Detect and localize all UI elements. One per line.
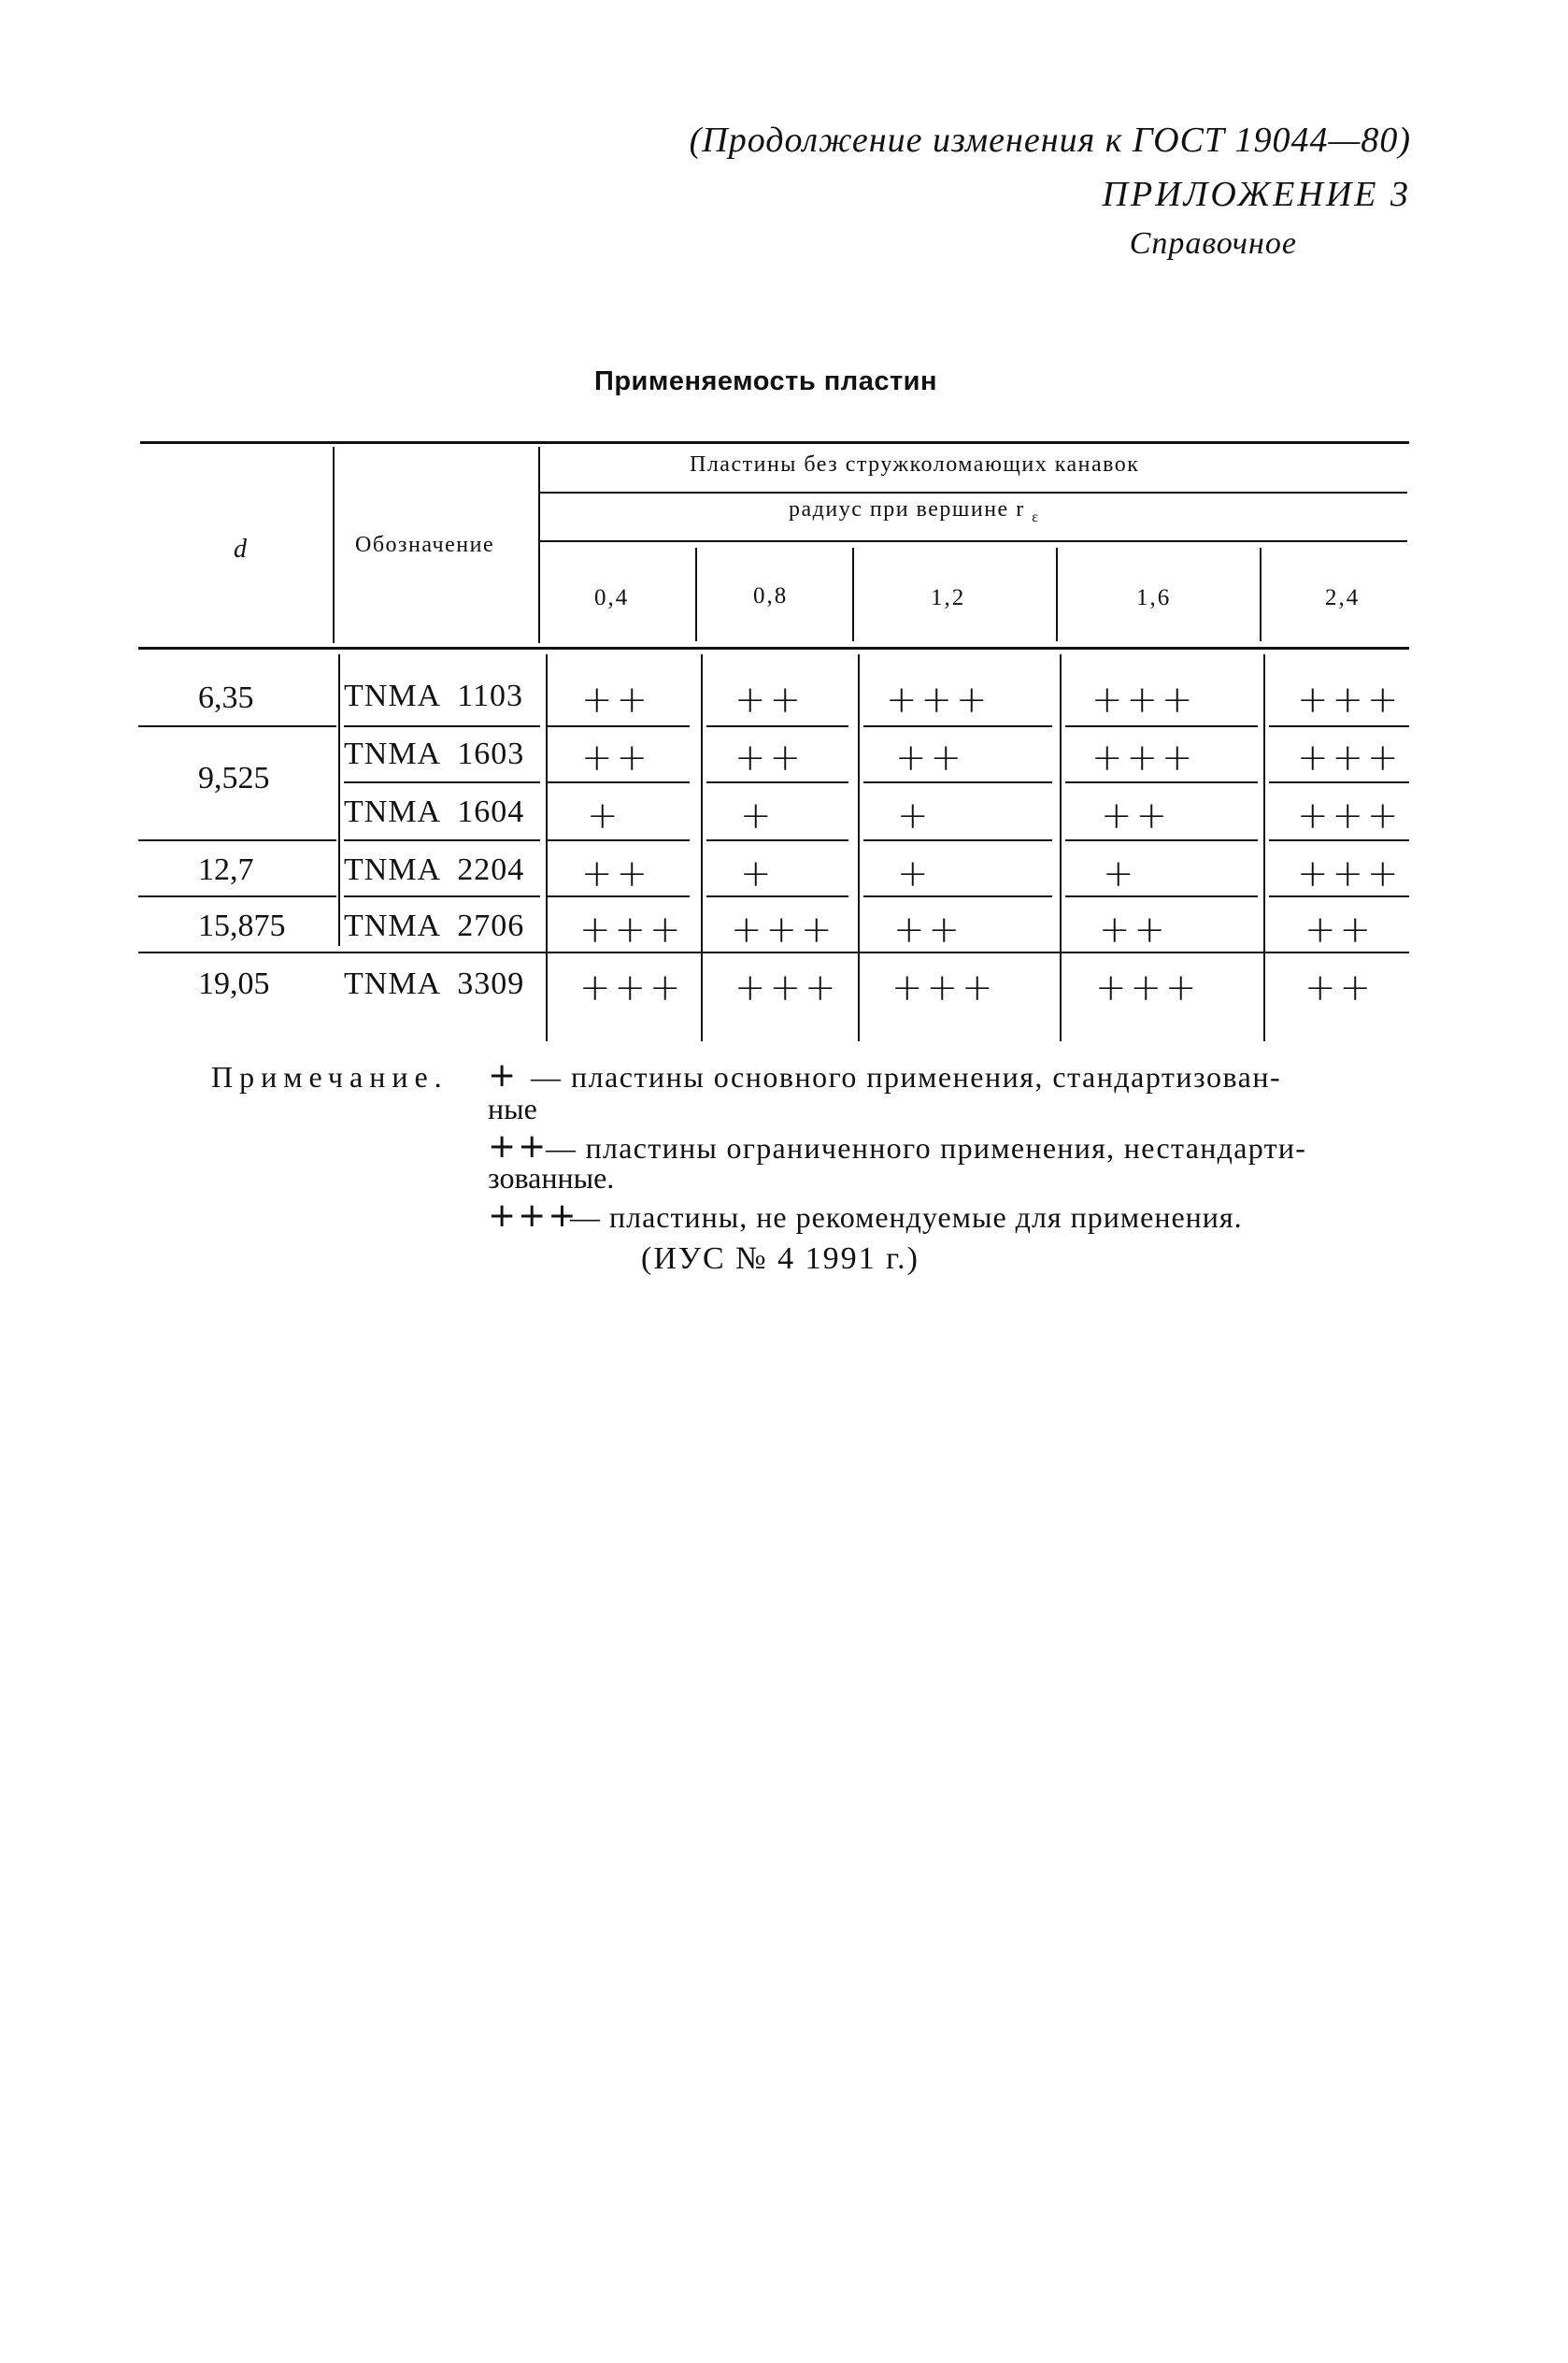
row-rule [863, 725, 1052, 727]
row-value: + [740, 795, 776, 838]
row-value: ++ [734, 679, 805, 722]
row-d-value: 6,35 [198, 680, 254, 715]
row-designation: TNMA 1603 [344, 737, 525, 771]
row-value: + [897, 795, 933, 838]
row-rule [138, 839, 336, 841]
subgroup-header [789, 497, 1039, 526]
body-vline [1263, 654, 1265, 1041]
row-rule [1269, 839, 1409, 841]
row-rule [706, 839, 848, 841]
note-lead: Примечание. [211, 1060, 449, 1094]
row-value: ++ [893, 909, 964, 952]
row-value: ++ [1101, 795, 1172, 838]
row-value: +++ [734, 967, 840, 1010]
row-rule [138, 895, 336, 897]
row-value: +++ [1297, 679, 1403, 722]
row-value: +++ [1091, 679, 1197, 722]
row-value: +++ [1091, 737, 1197, 780]
subgroup-header-text: радиус при вершине r [789, 497, 1025, 522]
row-value: ++ [1304, 909, 1376, 952]
group-header-rule [540, 492, 1407, 494]
row-rule [1269, 895, 1409, 897]
header-vline [1260, 548, 1262, 641]
row-value: +++ [1297, 737, 1403, 780]
appendix-title: ПРИЛОЖЕНИЕ 3 [1102, 175, 1411, 214]
body-vline [858, 654, 860, 1041]
row-value: ++ [1099, 909, 1170, 952]
row-rule [1269, 725, 1409, 727]
col-designation-header: Обозначение [355, 533, 495, 557]
row-rule [1065, 725, 1258, 727]
row-d-value: 12,7 [198, 852, 254, 887]
row-designation: TNMA 1103 [344, 679, 523, 713]
row-value: +++ [1095, 967, 1201, 1010]
row-value: + [587, 795, 622, 838]
row-value: ++ [734, 737, 805, 780]
row-d-value: 9,525 [198, 761, 270, 795]
appendix-status: Справочное [1129, 226, 1297, 261]
body-vline [338, 654, 340, 946]
row-rule [706, 781, 848, 783]
note3-text: — пластины, не рекомендуемые для применения. [570, 1200, 1243, 1234]
radius-col-header: 0,8 [753, 583, 789, 609]
row-rule [344, 725, 540, 727]
row-designation: TNMA 2706 [344, 909, 525, 943]
row-value: ++ [895, 737, 966, 780]
note2-text: — пластины ограниченного применения, нестандарти- [546, 1131, 1307, 1165]
row-rule [1065, 781, 1258, 783]
body-vline [546, 654, 548, 1041]
note2-symbol: ++ [488, 1127, 549, 1166]
row-value: +++ [731, 909, 836, 952]
row-d-value: 19,05 [198, 967, 270, 1001]
subgroup-subscript: ε [1032, 508, 1040, 525]
row-value: +++ [1297, 852, 1403, 895]
header-vline [852, 548, 854, 641]
row-rule [548, 781, 690, 783]
row-rule [1065, 895, 1258, 897]
row-rule [548, 725, 690, 727]
row-designation: TNMA 1604 [344, 795, 525, 829]
row-value: +++ [891, 967, 997, 1010]
note2-continuation: зованные. [488, 1161, 615, 1195]
header-vline [695, 548, 697, 641]
row-rule [863, 839, 1052, 841]
note1-symbol: + [488, 1056, 519, 1095]
row-designation: TNMA 3309 [344, 967, 525, 1001]
row-value: + [740, 852, 776, 895]
row-rule [863, 781, 1052, 783]
body-vline [1060, 654, 1062, 1041]
row-value: + [1103, 852, 1138, 895]
row-rule [344, 839, 540, 841]
row-rule [1065, 839, 1258, 841]
row-rule [548, 839, 690, 841]
table-title: Применяемость пластин [594, 366, 938, 396]
row-value: ++ [581, 737, 652, 780]
row-rule [344, 781, 540, 783]
row-value: +++ [579, 909, 685, 952]
header-vline [1056, 548, 1058, 641]
row-rule [138, 725, 336, 727]
header-vline [538, 447, 540, 643]
row-value: + [897, 852, 933, 895]
group-header: Пластины без стружколомающих канавок [690, 452, 1140, 477]
amendment-reference: (ИУС № 4 1991 г.) [641, 1241, 919, 1276]
note1-text: — пластины основного применения, стандартизован- [531, 1060, 1282, 1094]
row-rule [706, 895, 848, 897]
note1-continuation: ные [488, 1092, 537, 1125]
col-d-header: d [234, 535, 249, 564]
note3-symbol: +++ [488, 1196, 578, 1235]
row-value: +++ [579, 967, 685, 1010]
row-rule [706, 725, 848, 727]
row-rule [138, 952, 1409, 953]
radius-col-header: 1,2 [931, 585, 966, 610]
row-rule [863, 895, 1052, 897]
row-value: +++ [886, 679, 991, 722]
row-rule [344, 895, 540, 897]
continuation-header: (Продолжение изменения к ГОСТ 19044—80) [689, 121, 1411, 160]
radius-col-header: 0,4 [594, 585, 630, 610]
row-designation: TNMA 2204 [344, 852, 525, 887]
row-value: ++ [581, 852, 652, 895]
body-vline [701, 654, 703, 1041]
row-value: ++ [581, 679, 652, 722]
table-top-rule [140, 441, 1409, 444]
header-vline [333, 447, 335, 643]
row-rule [1269, 781, 1409, 783]
row-d-value: 15,875 [198, 909, 286, 943]
row-rule [548, 895, 690, 897]
subgroup-header-rule [540, 540, 1407, 542]
radius-col-header: 2,4 [1325, 585, 1361, 610]
radius-col-header: 1,6 [1136, 585, 1172, 610]
row-value: ++ [1304, 967, 1376, 1010]
row-value: +++ [1297, 795, 1403, 838]
header-bottom-rule [138, 647, 1409, 650]
